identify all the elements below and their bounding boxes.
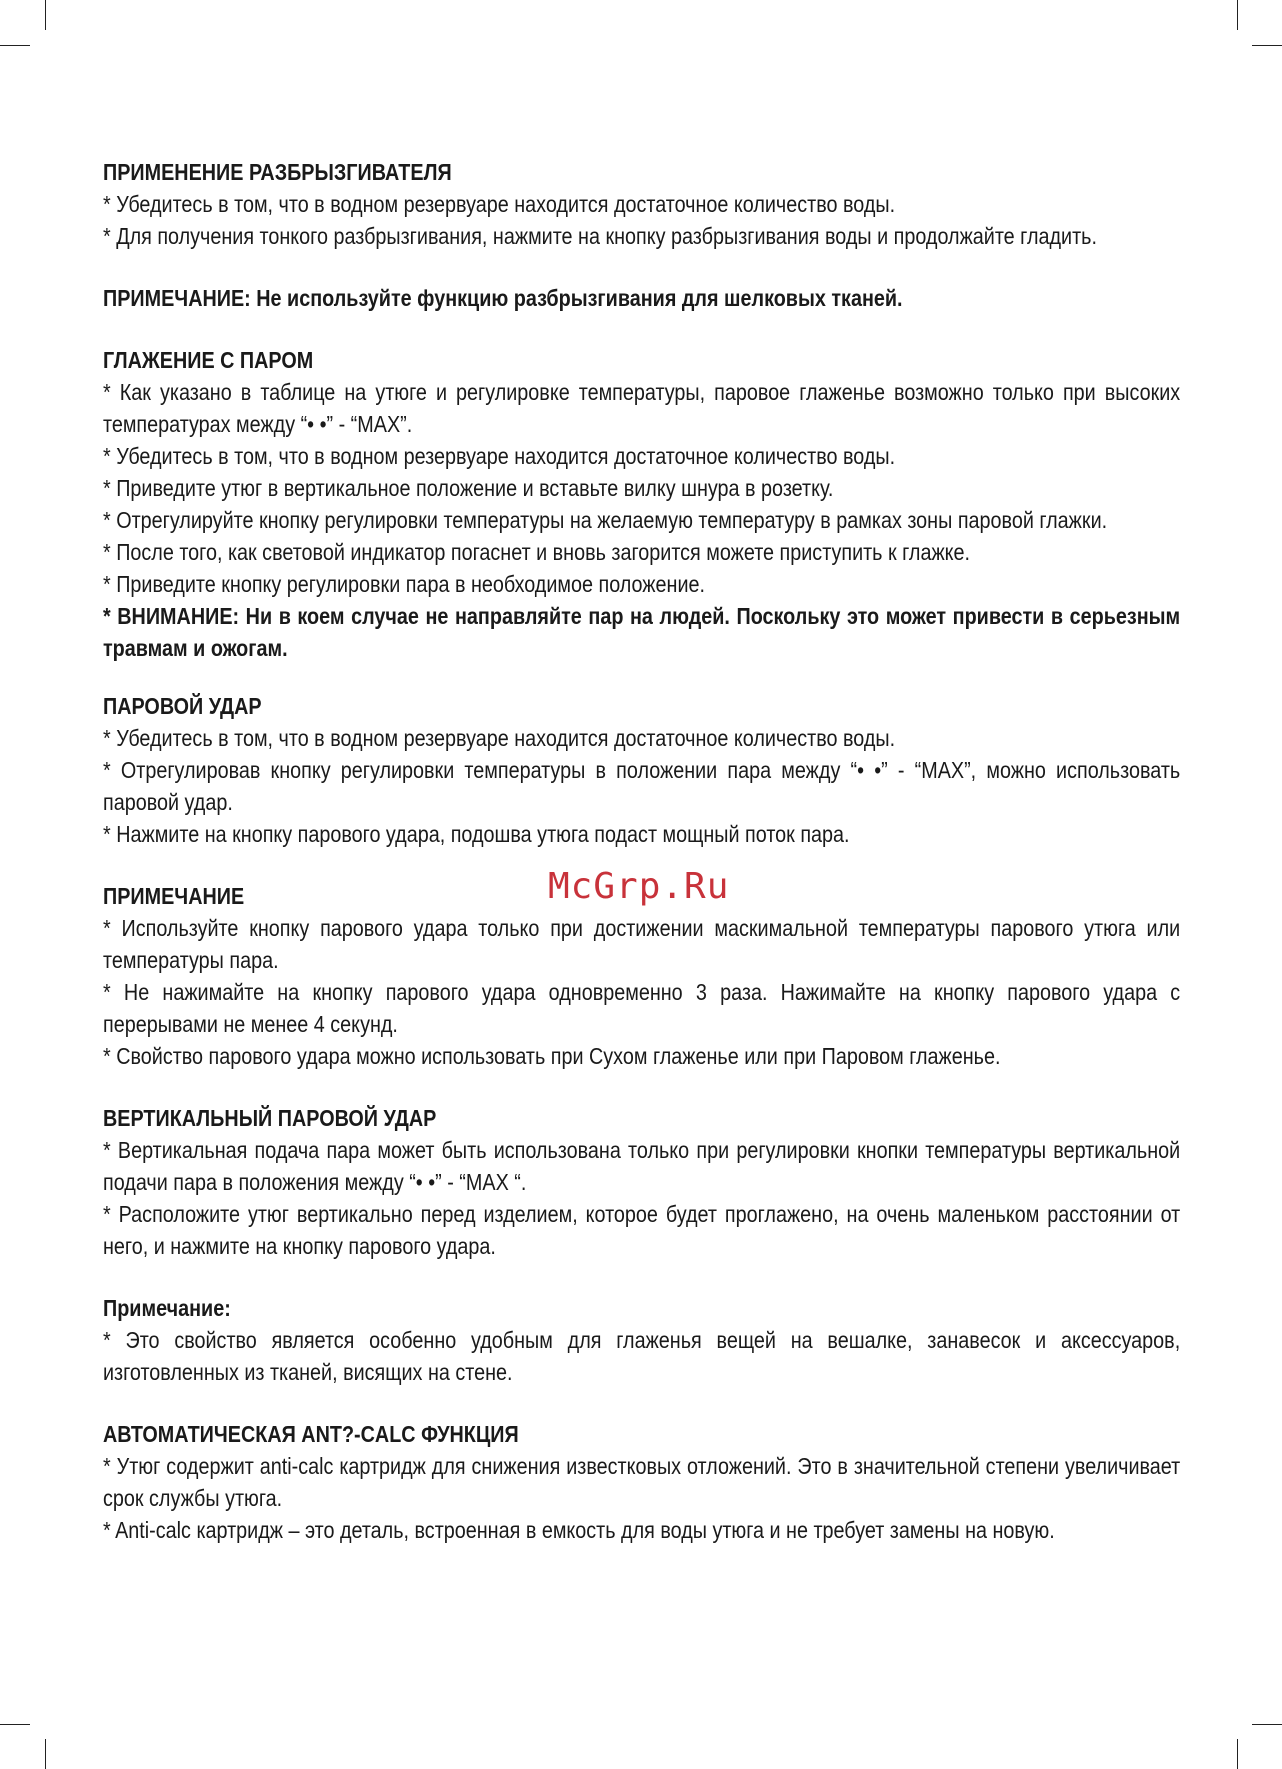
paragraph: * Вертикальная подача пара может быть использована только при регулировки кнопки температуры вертикальной подачи пара в положения между “• •” - “MAX “. [103, 1137, 1181, 1195]
section-heading: Примечание: [103, 1295, 231, 1321]
crop-mark-top-right-v [1237, 0, 1238, 30]
paragraph: * Это свойство является особенно удобным для глаженья вещей на вешалке, занавесок и аксессуаров, изготовленных из тканей, висящих на стене. [103, 1327, 1181, 1385]
paragraph: * Используйте кнопку парового удара только при достижении маскимальной температуры парового утюга или температуры пара. [103, 915, 1181, 973]
section-heading: ПРИМЕНЕНИЕ РАЗБРЫЗГИВАТЕЛЯ [103, 159, 452, 185]
paragraph: * Отрегулируйте кнопку регулировки температуры на желаемую температуру в рамках зоны паровой глажки. [103, 507, 1108, 533]
section-sprayer [103, 156, 1180, 252]
paragraph: * Расположите утюг вертикально перед изделием, которое будет проглажено, на очень маленьком расстоянии от него, и нажмите на кнопку парового удара. [103, 1201, 1181, 1259]
section-note-burst [103, 880, 1180, 1072]
section-heading: ПАРОВОЙ УДАР [103, 693, 262, 719]
paragraph: * Для получения тонкого разбрызгивания, нажмите на кнопку разбрызгивания воды и продолжайте гладить. [103, 223, 1097, 249]
note-text: ПРИМЕЧАНИЕ: Не используйте функцию разбрызгивания для шелковых тканей. [103, 285, 903, 311]
section-vertical-steam [103, 1102, 1180, 1262]
paragraph: * Убедитесь в том, что в водном резервуаре находится достаточное количество воды. [103, 725, 896, 751]
section-heading: ВЕРТИКАЛЬНЫЙ ПАРОВОЙ УДАР [103, 1105, 437, 1131]
paragraph: * Нажмите на кнопку парового удара, подошва утюга подаст мощный поток пара. [103, 821, 850, 847]
section-heading: АВТОМАТИЧЕСКАЯ ANT?-CALC ФУНКЦИЯ [103, 1421, 519, 1447]
section-note-silk [103, 282, 1180, 314]
paragraph: * Anti-calc картридж – это деталь, встроенная в емкость для воды утюга и не требует замены на новую. [103, 1517, 1055, 1543]
warning-text: * ВНИМАНИЕ: Ни в коем случае не направляйте пар на людей. Поскольку это может привести в серьезным травмам и ожогам. [103, 603, 1181, 661]
paragraph: * Как указано в таблице на утюге и регулировке температуры, паровое глаженье возможно только при высоких температурах между “• •” - “MAX”. [103, 379, 1181, 437]
paragraph: * Убедитесь в том, что в водном резервуаре находится достаточное количество воды. [103, 191, 896, 217]
crop-mark-bottom-right-h [1252, 1724, 1282, 1725]
paragraph: * Свойство парового удара можно использовать при Сухом глаженье или при Паровом глаженье. [103, 1043, 1001, 1069]
crop-mark-bottom-right-v [1237, 1739, 1238, 1769]
crop-mark-top-left-v [45, 0, 46, 30]
section-anti-calc [103, 1418, 1180, 1546]
paragraph: * Утюг содержит anti-calc картридж для снижения известковых отложений. Это в значительной степени увеличивает срок службы утюга. [103, 1453, 1181, 1511]
section-steam-burst [103, 690, 1180, 850]
crop-mark-bottom-left-h [0, 1724, 30, 1725]
section-heading: ПРИМЕЧАНИЕ [103, 883, 245, 909]
section-steam-ironing [103, 344, 1180, 664]
crop-mark-bottom-left-v [45, 1739, 46, 1769]
paragraph: * Не нажимайте на кнопку парового удара одновременно 3 раза. Нажимайте на кнопку парового удара с перерывами не менее 4 секунд. [103, 979, 1181, 1037]
section-note-vertical [103, 1292, 1180, 1388]
paragraph: * Убедитесь в том, что в водном резервуаре находится достаточное количество воды. [103, 443, 896, 469]
paragraph: * После того, как световой индикатор погаснет и вновь загорится можете приступить к глажке. [103, 539, 971, 565]
watermark-text: McGrp.Ru [548, 866, 730, 907]
crop-mark-top-left-h [0, 45, 30, 46]
paragraph: * Приведите кнопку регулировки пара в необходимое положение. [103, 571, 706, 597]
section-heading: ГЛАЖЕНИЕ С ПАРОМ [103, 347, 314, 373]
paragraph: * Приведите утюг в вертикальное положение и вставьте вилку шнура в розетку. [103, 475, 834, 501]
crop-mark-top-right-h [1252, 45, 1282, 46]
paragraph: * Отрегулировав кнопку регулировки температуры в положении пара между “• •” - “MAX”, можно использовать паровой удар. [103, 757, 1181, 815]
